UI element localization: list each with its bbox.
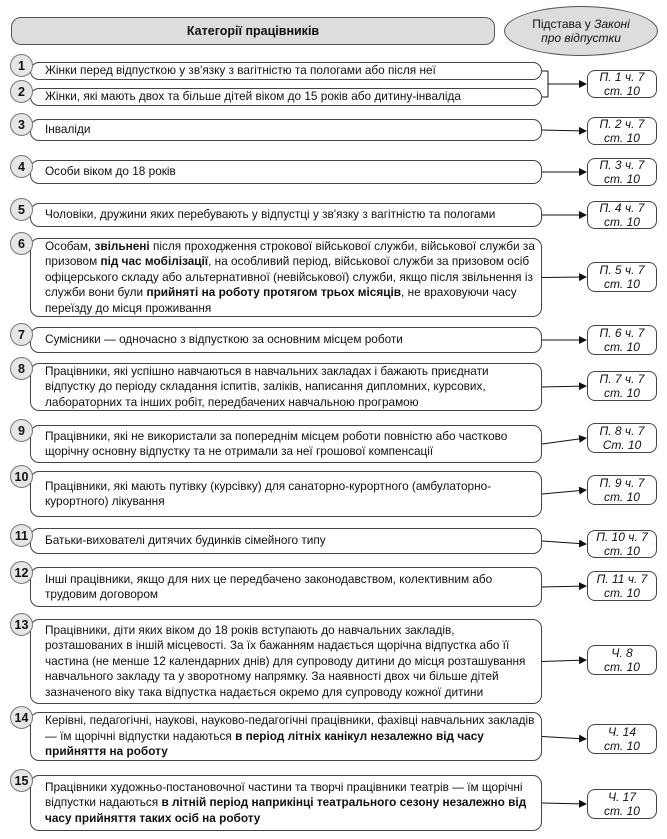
row-number-5: 5: [10, 198, 33, 221]
law-reference-4: [587, 201, 657, 229]
arrow-row-15: [542, 803, 586, 804]
law-reference-2: [587, 117, 657, 145]
law-reference-clause: П. 9 ч. 7: [599, 476, 645, 490]
law-reference-article: ст. 10: [604, 544, 640, 558]
row-number-2: 2: [10, 80, 33, 103]
category-box-14: [30, 712, 542, 761]
row-number-15: 15: [10, 769, 33, 792]
law-reference-article: ст. 10: [604, 84, 640, 98]
law-reference-article: ст. 10: [604, 340, 640, 354]
category-box-1: [30, 62, 542, 80]
law-reference-clause: П. 4 ч. 7: [599, 201, 645, 215]
category-text-5: Чоловіки, дружини яких перебувають у відпустці у зв'язку з вагітністю та пологами: [45, 207, 496, 222]
basis-header: [504, 6, 658, 56]
category-box-3: [30, 119, 542, 141]
row-number-3: 3: [10, 113, 33, 136]
row-number-10: 10: [10, 465, 33, 488]
category-box-10: [30, 471, 542, 517]
category-text-9: Працівники, які не використали за попереднім місцем роботи повністю або частково щорічну основну відпустку та не отримали за неї грошової компенсації: [45, 428, 508, 458]
category-text-14: Керівні, педагогічні, наукові, науково-педагогічні працівники, фахівці навчальних закладів — їм щорічні відпустки надаються в період літніх канікул незалежно від часу прийняття на роботу: [45, 713, 535, 759]
category-text-7: Сумісники — одночасно з відпусткою за основним місцем роботи: [45, 332, 403, 347]
categories-header: [11, 17, 495, 45]
row-number-4: 4: [10, 155, 33, 178]
law-reference-clause: П. 11 ч. 7: [596, 572, 648, 586]
row-number-11: 11: [10, 524, 33, 547]
category-box-12: [30, 567, 542, 607]
row-number-13: 13: [10, 613, 33, 636]
law-reference-clause: Ч. 8: [611, 646, 633, 660]
law-reference-article: ст. 10: [604, 739, 640, 753]
law-reference-6: [587, 325, 657, 355]
law-reference-clause: П. 2 ч. 7: [599, 117, 645, 131]
category-box-4: [30, 160, 542, 184]
category-text-6: Особам, звільнені після проходження строкової військової служби, військової служби за призовом під час мобілізації, на особливий період, військової служби за призовом осіб офіцерського складу або альтернативної (невійськової) служби, якщо після звільнення із служби вони були прийняті на роботу протягом трьох місяців, не враховуючи часу переїзду до місця проживання: [45, 238, 535, 315]
category-box-7: [30, 327, 542, 353]
category-box-9: [30, 425, 542, 463]
law-reference-clause: П. 10 ч. 7: [596, 530, 648, 544]
category-box-8: [30, 363, 542, 411]
law-reference-3: [587, 158, 657, 186]
law-reference-clause: П. 3 ч. 7: [599, 158, 645, 172]
law-reference-8: [587, 423, 657, 453]
category-box-6: [30, 238, 542, 317]
basis-header-line2: про відпустки: [541, 31, 621, 45]
row-number-9: 9: [10, 419, 33, 442]
category-box-15: [30, 775, 542, 831]
basis-header-line1: Підстава у Законі: [532, 17, 630, 31]
arrow-row-6: [542, 277, 586, 278]
category-text-8: Працівники, які успішно навчаються в навчальних закладах і бажають приєднати відпустку до періоду складання іспитів, заліків, написання дипломних, курсових, лабораторних та інших робіт, передбачених навчальною програмою: [45, 363, 489, 409]
category-text-13: Працівники, діти яких віком до 18 років вступають до навчальних закладів, розташованих в іншій місцевості. За їх бажанням надається щорічна відпустка або її частина (не менше 12 календарних днів) для супроводу дитини до місця розташування навчального закладу та у зворотному напрямку. За наявності двох чи більше дітей зазначеного віку така відпустка надається окремо для супроводу кожної дитини: [45, 622, 526, 699]
row-number-12: 12: [10, 561, 33, 584]
category-text-1: Жінки перед відпусткою у зв'язку з вагітністю та пологами або після неї: [45, 63, 436, 78]
law-reference-clause: Ч. 17: [607, 790, 637, 804]
law-reference-clause: Ч. 14: [607, 725, 637, 739]
row-number-1: 1: [10, 54, 33, 77]
category-text-4: Особи віком до 18 років: [45, 164, 176, 179]
categories-title: Категорії працівників: [186, 24, 320, 38]
law-reference-7: [587, 371, 657, 401]
law-reference-article: ст. 10: [604, 660, 640, 674]
row-number-6: 6: [10, 232, 33, 255]
category-text-10: Працівники, які мають путівку (курсівку) для санаторно-курортного (амбулаторно-курортного) лікування: [45, 478, 492, 508]
arrow-row-13: [542, 660, 586, 662]
law-reference-5: [587, 262, 657, 292]
arrow-row-9: [542, 438, 586, 444]
category-text-15: Працівники художньо-постановочної частини та творчі працівники театрів — їм щорічні відпустки надаються в літній період наприкінці театрального сезону незалежно від часу прийняття таких осіб на роботу: [45, 779, 527, 825]
law-reference-1: [587, 70, 657, 98]
law-reference-clause: П. 7 ч. 7: [599, 372, 645, 386]
law-reference-article: ст. 10: [604, 215, 640, 229]
law-reference-12: [587, 645, 657, 675]
law-reference-clause: П. 6 ч. 7: [599, 326, 645, 340]
row-number-8: 8: [10, 357, 33, 380]
law-reference-9: [587, 475, 657, 505]
law-reference-article: ст. 10: [604, 386, 640, 400]
category-text-3: Інваліди: [45, 122, 91, 137]
law-reference-clause: П. 1 ч. 7: [599, 70, 645, 84]
arrow-row-14: [542, 737, 586, 740]
law-reference-14: [587, 789, 657, 819]
arrow-row-10: [542, 490, 586, 494]
law-reference-11: [587, 571, 657, 601]
category-box-11: [30, 528, 542, 554]
law-reference-13: [587, 724, 657, 754]
law-reference-article: ст. 10: [604, 172, 640, 186]
category-text-12: Інші працівники, якщо для них це передбачено законодавством, колективним або трудовим договором: [45, 571, 493, 601]
law-reference-clause: П. 5 ч. 7: [599, 263, 645, 277]
row-number-7: 7: [10, 323, 33, 346]
category-text-11: Батьки-вихователі дитячих будинків сімейного типу: [45, 533, 326, 548]
arrow-row-3: [542, 130, 586, 131]
arrow-row-11: [542, 541, 586, 544]
law-reference-article: ст. 10: [604, 131, 640, 145]
law-reference-article: ст. 10: [604, 490, 640, 504]
law-reference-clause: П. 8 ч. 7: [599, 424, 645, 438]
law-reference-article: Ст. 10: [602, 438, 642, 452]
row-number-14: 14: [10, 706, 33, 729]
law-reference-10: [587, 530, 657, 558]
law-reference-article: ст. 10: [604, 277, 640, 291]
law-reference-article: ст. 10: [604, 804, 640, 818]
arrow-row-12: [542, 586, 586, 587]
category-box-13: [30, 619, 542, 704]
law-reference-article: ст. 10: [604, 586, 640, 600]
category-box-5: [30, 203, 542, 227]
category-text-2: Жінки, які мають двох та більше дітей віком до 15 років або дитину-інваліда: [45, 89, 461, 104]
arrow-row-8: [542, 386, 586, 387]
category-box-2: [30, 88, 542, 106]
